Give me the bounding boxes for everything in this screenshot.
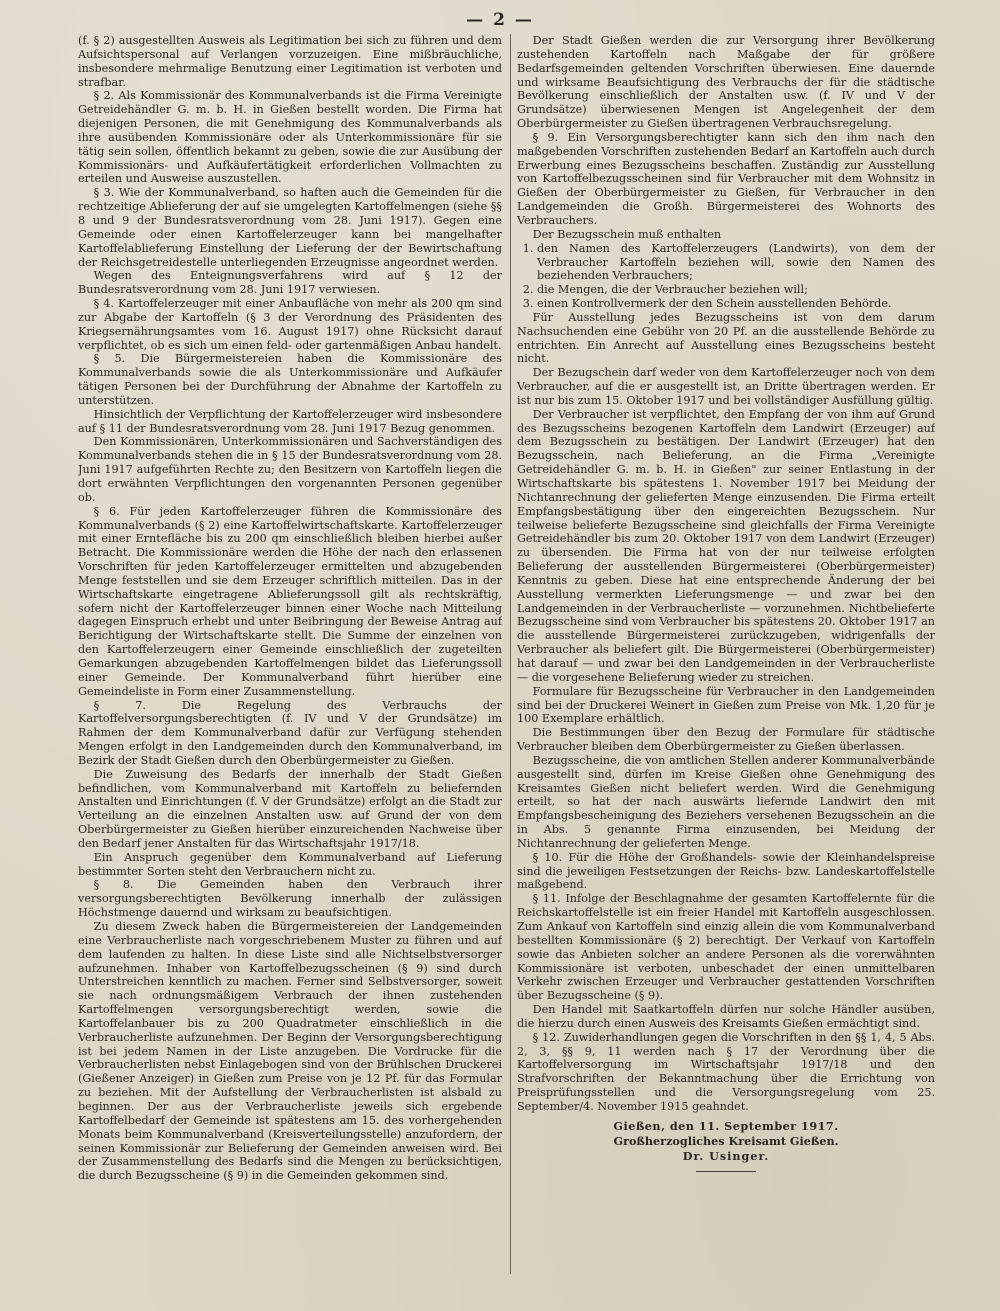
signer-name: Dr. Usinger. [682,1148,770,1163]
paragraph: Ein Anspruch gegenüber dem Kommunalverband auf Lieferung bestimmter Sorten steht den Verbrauchern nicht zu. [78,850,502,878]
paragraph: § 12. Zuwiderhandlungen gegen die Vorschriften in den §§ 1, 4, 5 Abs. 2, 3, §§ 9, 11 werden nach § 17 der Verordnung über die Kartoffelversorgung im Wirtschaftsjahr 1917/18 und den Strafvorschriften der Bekanntmachung über die Errichtung von Preisprüfungsstellen und die Versorgungsregelung vom 25. September/4. November 1915 geahndet. [517,1030,935,1113]
paragraph: Der Bezugschein darf weder von dem Kartoffelerzeuger noch von dem Verbraucher, auf die er ausgestellt ist, an Dritte übertragen werden. Er ist nur bis zum 15. Oktober 1917 und bei vollständiger Ausfüllung gültig. [517,366,935,407]
list-item: 3. einen Kontrollvermerk der den Schein ausstellenden Behörde. [537,297,935,311]
paragraph: Die Bestimmungen über den Bezug der Formulare für städtische Verbraucher bleiben dem Oberbürgermeister zu Gießen überlassen. [517,726,935,754]
date-line: Gießen, den 11. September 1917. [613,1118,839,1133]
right-column [517,34,935,1296]
paragraph: § 7. Die Regelung des Verbrauchs der Kartoffelversorgungsberechtigten (f. IV und V der Grundsätze) im Rahmen der dem Kommunalverband dafür zur Verfügung stehenden Mengen erfolgt in den Landgemeinden durch den Kommunalverband, im Bezirk der Stadt Gießen durch den Oberbürgermeister zu Gießen. [78,698,502,767]
paragraph: § 4. Kartoffelerzeuger mit einer Anbaufläche von mehr als 200 qm sind zur Abgabe der Kartoffeln (§ 3 der Verordnung des Präsidenten des Kriegsernährungsamtes vom 16. August 1917) ohne Rücksicht darauf verpflichtet, ob es sich um einen feld- oder gartenmäßigen Anbau handelt. [78,297,502,352]
issuing-authority: Großherzogliches Kreisamt Gießen. [613,1133,839,1148]
paragraph: Der Verbraucher ist verpflichtet, den Empfang der von ihm auf Grund des Bezugsscheins bezogenen Kartoffeln dem Landwirt (Erzeuger) auf dem Bezugsschein zu bestätigen. Der Landwirt (Erzeuger) hat den Bezugsschein, nach Belieferung, an die Firma „Vereinigte Getreidehändler G. m. b. H. in Gießen" zur seiner Entlastung in der Wirtschaftskarte bis spätestens 1. November 1917 bei Meidung der Nichtanrechnung der gelieferten Menge einzusenden. Die Firma erteilt Empfangsbestätigung über den eingereichten Bezugsschein. Nur teilweise belieferte Bezugsscheine sind gleichfalls der Firma Vereinigte Getreidehändler bis zum 20. Oktober 1917 von dem Landwirt (Erzeuger) zu übersenden. Die Firma hat von der nur teilweise erfolgten Belieferung der ausstellenden Bürgermeisterei (Oberbürgermeister) Kenntnis zu geben. Diese hat eine entsprechende Änderung der bei Ausstellung vermerkten Lieferungsmenge — und zwar bei den Landgemeinden in der Verbraucherliste — vorzunehmen. Nichtbelieferte Bezugsscheine sind vom Verbraucher bis spätestens 20. Oktober 1917 an die ausstellende Bürgermeisterei zurückzugeben, widrigenfalls der Verbraucher als beliefert gilt. Die Bürgermeisterei (Oberbürgermeister) hat darauf — und zwar bei den Landgemeinden in der Verbraucherliste — die vorgesehene Belieferung wieder zu streichen. [517,407,935,684]
signature-block [517,1120,935,1173]
paragraph: § 3. Wie der Kommunalverband, so haften auch die Gemeinden für die rechtzeitige Ablieferung der auf sie umgelegten Kartoffelmengen (siehe §§ 8 und 9 der Bundesratsverordnung vom 28. Juni 1917). Gegen eine Gemeinde oder einen Kartoffelerzeuger kann bei mangelhafter Kartoffelablieferung Einstellung der Lieferung der der Bewirtschaftung der Reichsgetreidestelle unterliegenden Erzeugnisse angeordnet werden. [78,186,502,269]
paragraph: Hinsichtlich der Verpflichtung der Kartoffelerzeuger wird insbesondere auf § 11 der Bundesratsverordnung vom 28. Juni 1917 Bezug genommen. [78,407,502,435]
end-rule [696,1171,756,1172]
paragraph: Den Handel mit Saatkartoffeln dürfen nur solche Händler ausüben, die hierzu durch einen Ausweis des Kreisamts Gießen ermächtigt sind. [517,1003,935,1030]
list-item: 2. die Mengen, die der Verbraucher beziehen will; [537,283,935,297]
paragraph: Den Kommissionären, Unterkommissionären und Sachverständigen des Kommunalverbands stehen die in § 15 der Bundesratsverordnung vom 28. Juni 1917 aufgeführten Rechte zu; den Besitzern von Kartoffeln liegen die dort erwähnten Verpflichtungen den vorgenannten Personen gegenüber ob. [78,435,502,504]
paragraph: § 11. Infolge der Beschlagnahme der gesamten Kartoffelernte für die Reichskartoffelstelle ist ein freier Handel mit Kartoffeln ausgeschlossen. Zum Ankauf von Kartoffeln sind einzig allein die vom Kommunalverband bestellten Kommissionäre (§ 2) berechtigt. Der Verkauf von Kartoffeln sowie das Anbieten solcher an andere Personen als die vorerwähnten Kommissionäre ist verboten, unbeschadet der einen unmittelbaren Verkehr zwischen Erzeuger und Verbraucher gestattenden Vorschriften über Bezugsscheine (§ 9). [517,892,935,1003]
paragraph: § 9. Ein Versorgungsberechtigter kann sich den ihm nach den maßgebenden Vorschriften zustehenden Bedarf an Kartoffeln auch durch Erwerbung eines Bezugsscheins beschaffen. Zuständig zur Ausstellung von Kartoffelbezugsscheinen sind für Verbraucher mit dem Wohnsitz in Gießen der Oberbürgermeister zu Gießen, für Verbraucher in den Landgemeinden die Großh. Bürgermeisterei des Wohnorts des Verbrauchers. [517,130,935,227]
paragraph: Bezugsscheine, die von amtlichen Stellen anderer Kommunalverbände ausgestellt sind, dürfen im Kreise Gießen ohne Genehmigung des Kreisamtes Gießen nicht beliefert werden. Wird die Genehmigung erteilt, so hat der nach auswärts liefernde Landwirt den mit Empfangsbescheinigung des Beziehers versehenen Bezugsschein an die in Abs. 5 genannte Firma einzusenden, bei Meidung der Nichtanrechnung der gelieferten Menge. [517,753,935,850]
paragraph: § 8. Die Gemeinden haben den Verbrauch ihrer versorgungsberechtigten Bevölkerung innerhalb der zulässigen Höchstmenge dauernd und wirksam zu beaufsichtigen. [78,878,502,920]
paragraph: Formulare für Bezugsscheine für Verbraucher in den Landgemeinden sind bei der Druckerei Weinert in Gießen zum Preise von Mk. 1,20 für je 100 Exemplare erhältlich. [517,684,935,726]
paragraph: § 2. Als Kommissionär des Kommunalverbands ist die Firma Vereinigte Getreidehändler G. m. b. H. in Gießen bestellt worden. Die Firma hat diejenigen Personen, die mit Genehmigung des Kommunalverbands als ihre ausübenden Kommissionäre oder als Unterkommissionäre für sie tätig sein sollen, öffentlich bekannt zu geben, sowie die zur Ausübung der Kommissionärs- und Aufkäufertätigkeit erforderlichen Vollmachten zu erteilen und Ausweise auszustellen. [78,89,502,186]
paragraph: § 10. Für die Höhe der Großhandels- sowie der Kleinhandelspreise sind die jeweiligen Festsetzungen der Reichs- bzw. Landeskartoffelstelle maßgebend. [517,850,935,892]
page-number: — 2 — [466,10,534,30]
paragraph: (f. § 2) ausgestellten Ausweis als Legitimation bei sich zu führen und dem Aufsichtspersonal auf Verlangen vorzuzeigen. Eine mißbräuchliche, insbesondere mehrmalige Benutzung einer Legitimation ist verboten und strafbar. [78,34,502,89]
paragraph: Für Ausstellung jedes Bezugsscheins ist von dem darum Nachsuchenden eine Gebühr von 20 Pf. an die ausstellende Behörde zu entrichten. Ein Anrecht auf Ausstellung eines Bezugsscheins besteht nicht. [517,310,935,366]
paragraph: Der Stadt Gießen werden die zur Versorgung ihrer Bevölkerung zustehenden Kartoffeln nach Maßgabe der für größere Bedarfsgemeinden geltenden Vorschriften überwiesen. Eine dauernde und wirksame Beaufsichtigung des Verbrauchs der für die städtische Bevölkerung einschließlich der Anstalten usw. (f. IV und V der Grundsätze) überwiesenen Mengen ist Angelegenheit der dem Oberbürgermeister zu Gießen übertragenen Verbrauchsregelung. [517,34,935,131]
paragraph: Der Bezugsschein muß enthalten [532,227,722,241]
left-column [78,34,502,1296]
paragraph: Wegen des Enteignungsverfahrens wird auf § 12 der Bundesratsverordnung vom 28. Juni 1917 verwiesen. [78,269,502,297]
requirements-list [517,242,935,311]
list-item: 1. den Namen des Kartoffelerzeugers (Landwirts), von dem der Verbraucher Kartoffeln beziehen will, sowie den Namen des beziehenden Verbrauchers; [537,242,935,284]
paragraph: § 5. Die Bürgermeistereien haben die Kommissionäre des Kommunalverbands sowie die als Unterkommissionäre und Aufkäufer tätigen Personen bei der Durchführung der Abnahme der Kartoffeln zu unterstützen. [78,352,502,407]
column-divider [510,34,511,1274]
paragraph: Die Zuweisung des Bedarfs der innerhalb der Stadt Gießen befindlichen, vom Kommunalverband mit Kartoffeln zu beliefernden Anstalten und Einrichtungen (f. V der Grundsätze) erfolgt an die Stadt zur Verteilung an die einzelnen Anstalten usw. auf Grund der von dem Oberbürgermeister zu Gießen hierüber einzureichenden Nachweise über den Bedarf jener Anstalten für das Wirtschaftsjahr 1917/18. [78,767,502,850]
paragraph: § 6. Für jeden Kartoffelerzeuger führen die Kommissionäre des Kommunalverbands (§ 2) eine Kartoffelwirtschaftskarte. Kartoffelerzeuger mit einer Erntefläche bis zu 200 qm einschließlich bleiben hierbei außer Betracht. Die Kommissionäre werden die Höhe der nach den erlassenen Vorschriften für jeden Kartoffelerzeuger ermittelten und abzugebenden Menge feststellen und sie dem Erzeuger schriftlich mitteilen. Das in der Wirtschaftskarte eingetragene Ablieferungssoll gilt als rechtskräftig, sofern nicht der Kartoffelerzeuger binnen einer Woche nach Mitteilung dagegen Einspruch erhebt und unter Beibringung der Beweise Antrag auf Berichtigung der Wirtschaftskarte stellt. Die Summe der einzelnen von den Kartoffelerzeugern einer Gemeinde einschließlich der zugeteilten Gemarkungen abzugebenden Kartoffelmengen bildet das Lieferungssoll einer Gemeinde. Der Kommunalverband führt hierüber eine Gemeindeliste in Form einer Zusammenstellung. [78,504,502,698]
paragraph: Zu diesem Zweck haben die Bürgermeistereien der Landgemeinden eine Verbraucherliste nach vorgeschriebenem Muster zu führen und auf dem laufenden zu halten. In diese Liste sind alle Nichtselbstversorger aufzunehmen. Inhaber von Kartoffelbezugsscheinen (§ 9) sind durch Unterstreichen kenntlich zu machen. Ferner sind Selbstversorger, soweit sie nach ordnungsmäßigem Verbrauch der ihnen zustehenden Kartoffelmengen versorgungsberechtigt werden, sowie die Kartoffelanbauer bis zu 200 Quadratmeter einschließlich in die Verbraucherliste aufzunehmen. Der Beginn der Versorgungsberechtigung ist bei jedem Namen in der Liste anzugeben. Die Vordrucke für die Verbraucherlisten nebst Einlagebogen sind von der Brühlschen Druckerei (Gießener Anzeiger) in Gießen zum Preise von je 12 Pf. für das Formular zu beziehen. Mit der Aufstellung der Verbraucherlisten ist alsbald zu beginnen. Der aus der Verbraucherliste jeweils sich ergebende Kartoffelbedarf der Gemeinde ist spätestens am 15. des vorhergehenden Monats beim Kommunalverband (Kreisverteilungsstelle) anzufordern, der seinen Kommissionär zur Belieferung der Gemeinden anweisen wird. Bei der Zusammenstellung des Bedarfs sind die Mengen zu berücksichtigen, die durch Bezugsscheine (§ 9) in die Gemeinden gekommen sind. [78,920,502,1183]
